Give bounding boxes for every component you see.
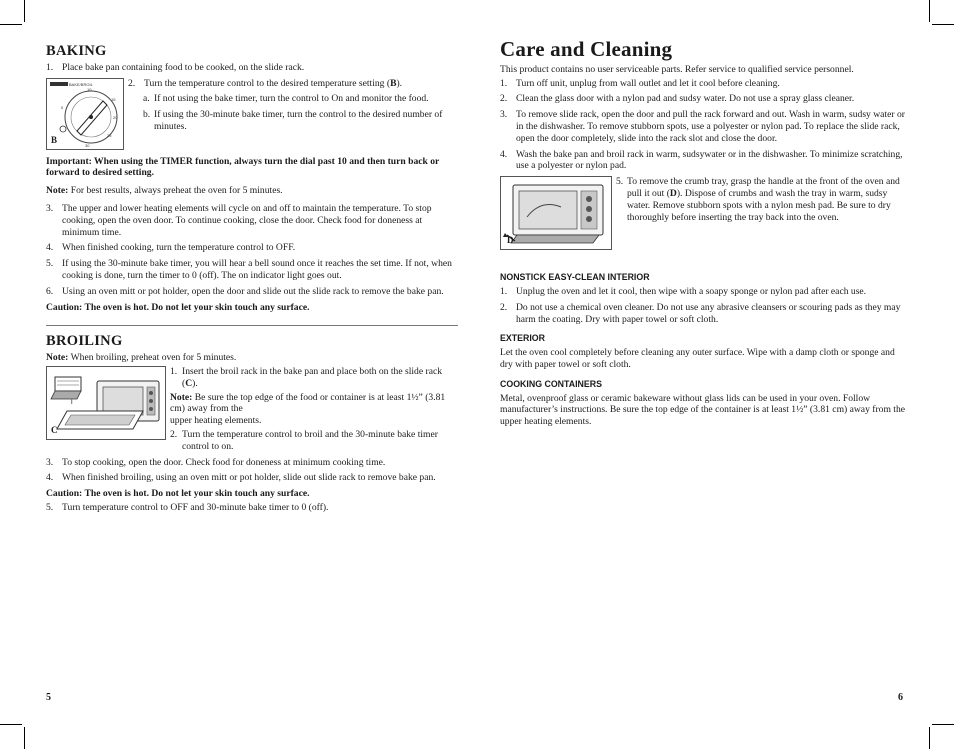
broiling-caution: Caution: The oven is hot. Do not let your skin touch any surface. [46, 488, 310, 500]
nonstick-step: 2. Do not use a chemical oven cleaner. Do not use any abrasive cleansers or scouring pads as they may harm the coating. Dry with paper towel or soft cloth. [500, 301, 901, 325]
oven-crumb-tray-icon [501, 177, 611, 249]
timer-dial-figure [46, 78, 124, 150]
baking-step: 4. When finished cooking, turn the temperature control to OFF. [46, 242, 296, 254]
baking-sub-a: a. If not using the bake timer, turn the control to On and monitor the food. [143, 93, 429, 105]
crop-mark [929, 727, 930, 749]
broiling-note: Note: When broiling, preheat oven for 5 minutes. [46, 352, 237, 364]
exterior-text: Let the oven cool completely before cleaning any outer surface. Wipe with a damp cloth or sponge and dry with paper towel or soft cloth. [500, 347, 895, 370]
broiling-step-2: 2. Turn the temperature control to broil and the 30-minute bake timer control to on. [170, 428, 438, 452]
svg-text:30: 30 [85, 142, 90, 148]
broiling-figure-row [46, 366, 458, 457]
right-page [500, 37, 908, 430]
broiling-note-2: Note: Be sure the top edge of the food or container is at least 1½” (3.81 cm) away from the [170, 391, 446, 415]
broiling-step-1: 1. Insert the broil rack in the bake pan and place both on the slide rack (C). [170, 365, 443, 389]
baking-step: 5. If using the 30-minute bake timer, you will hear a bell sound once it reaches the set time. If not, when cooking is done, turn the timer to 0 (off). The on indicator light goes out. [46, 258, 452, 281]
broiling-step: 3. To stop cooking, open the door. Check food for doneness at minimum cooking time. [46, 456, 386, 468]
containers-heading: COOKING CONTAINERS [500, 378, 602, 389]
care-step: 3. To remove slide rack, open the door and pull the rack forward and out. Wash in warm, sudsy water or in the dishwasher. To remove stubborn spots, use a polyester or nylon pad. To replace the slide rack, open the door completely, slide into the rack slot and close the door. [500, 109, 905, 144]
svg-text:10: 10 [87, 86, 92, 92]
nonstick-step: 1. Unplug the oven and let it cool, then wipe with a soapy sponge or nylon pad after each use. [500, 285, 867, 297]
fig-c-label: C [51, 425, 58, 436]
svg-text:20: 20 [113, 114, 118, 120]
crop-mark [932, 724, 954, 725]
section-divider [46, 325, 458, 326]
broiling-heading: BROILING [46, 333, 123, 350]
care-step: 4. Wash the bake pan and broil rack in warm, sudsywater or in the dishwasher. To minimize scratching, use a polyester or nylon pad. [500, 148, 903, 172]
fig-b-label: B [51, 134, 58, 145]
svg-text:0: 0 [61, 104, 64, 110]
care-step: 2. Clean the glass door with a nylon pad and sudsy water. Do not use a spray glass cleaner. [500, 93, 855, 105]
nonstick-steps-list [500, 286, 908, 325]
crop-mark [932, 24, 954, 25]
broiling-step-5: 5. Turn temperature control to OFF and 30-minute bake timer to 0 (off). [46, 501, 329, 513]
baking-important: Important: When using the TIMER function, always turn the dial past 10 and then turn back or forward to desired setting. [46, 155, 440, 179]
crop-mark [24, 0, 25, 22]
broiling-note-2-cont: upper heating elements. [170, 415, 262, 427]
baking-caution: Caution: The oven is hot. Do not let your skin touch any surface. [46, 301, 310, 313]
intro-text: This product contains no user serviceable parts. Refer service to qualified service personnel. [500, 63, 854, 75]
svg-text:15: 15 [111, 96, 116, 102]
baking-step: 3. The upper and lower heating elements will cycle on and off to maintain the temperature. To stop cooking, open the oven door. To continue cooking, close the door. Check food for doneness at minimum time. [46, 202, 432, 238]
page-number-left: 5 [46, 692, 51, 703]
exterior-heading: EXTERIOR [500, 333, 545, 344]
broil-rack-figure [46, 366, 166, 440]
svg-text:25: 25 [107, 132, 112, 138]
crop-mark [0, 24, 22, 25]
baking-steps-list [46, 203, 458, 298]
crumb-tray-figure [500, 176, 612, 250]
page-title: Care and Cleaning [500, 37, 673, 61]
broiling-step: 4. When finished broiling, using an oven mitt or pot holder, slide out slide rack to remove bake pan. [46, 472, 436, 484]
baking-heading: BAKING [46, 43, 107, 59]
svg-text:I: I [71, 399, 73, 406]
containers-text: Metal, ovenproof glass or ceramic bakeware without glass lids can be used in your oven. Follow manufacturer’s instructions. Be sure the top edge of the container is at least 1½” (3.81 cm) away from the upper heating elements. [500, 392, 906, 428]
oven-broil-icon [47, 367, 165, 439]
baking-note: Note: For best results, always preheat the oven for 5 minutes. [46, 185, 283, 197]
crop-mark [929, 0, 930, 22]
care-step-5: 5. To remove the crumb tray, grasp the handle at the front of the oven and pull it out (D). Dispose of crumbs and wash the tray in warm, sudsy water. Remove stubborn spots with a nylon mesh pad. Be sure to dry thoroughly before inserting the tray back into the oven. [616, 176, 900, 223]
broiling-steps-list [46, 457, 458, 485]
care-steps-list [500, 78, 908, 173]
crop-mark [0, 724, 22, 725]
baking-step-1: 1. Place bake pan containing food to be cooked, on the slide rack. [46, 61, 305, 73]
timer-dial-icon [47, 79, 123, 149]
crop-mark [24, 727, 25, 749]
fig-b-brand: BAKE/BROIL [69, 81, 93, 87]
left-page [46, 40, 458, 518]
care-step: 1. Turn off unit, unplug from wall outlet and let it cool before cleaning. [500, 77, 780, 89]
nonstick-heading: NONSTICK EASY-CLEAN INTERIOR [500, 272, 650, 283]
baking-step: 6. Using an oven mitt or pot holder, open the door and slide out the slide rack to remove the bake pan. [46, 285, 444, 297]
baking-step-2: 2. Turn the temperature control to the desired temperature setting (B). [128, 77, 403, 89]
crumb-tray-figure-row [500, 176, 908, 250]
baking-sub-b: b. If using the 30-minute bake timer, turn the control to the desired number of minutes. [143, 109, 443, 132]
baking-figure-row [46, 78, 458, 150]
fig-d-label: D [507, 235, 514, 246]
page-number-right: 6 [898, 692, 903, 703]
